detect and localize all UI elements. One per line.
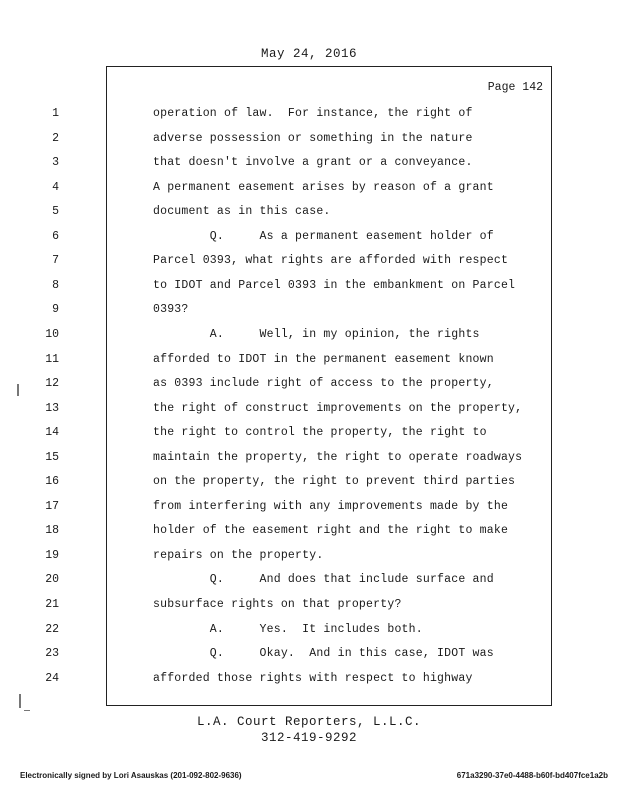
transcript-line: maintain the property, the right to operate roadways [153, 450, 523, 464]
line-number: 17 [45, 499, 59, 513]
court-reporter-name: L.A. Court Reporters, L.L.C. [196, 715, 422, 729]
line-number: 21 [45, 598, 59, 611]
transcript-line: holder of the easement right and the right to make [153, 524, 509, 538]
document-id: 671a3290-37e0-4488-b60f-bd407fce1a2b [456, 771, 608, 780]
transcript-line: repairs on the property. [153, 548, 324, 562]
scan-speck [24, 710, 30, 711]
line-number: 14 [45, 426, 59, 440]
transcript-line: document as in this case. [153, 205, 331, 219]
line-number: 11 [45, 352, 59, 366]
scan-speck [19, 694, 21, 708]
transcript-line: to IDOT and Parcel 0393 in the embankment on Parcel [153, 278, 516, 292]
line-number: 2 [52, 131, 59, 145]
transcript-line: afforded to IDOT in the permanent easement known [153, 352, 494, 366]
court-reporter-phone: 312-419-9292 [260, 731, 357, 745]
transcript-frame [45, 66, 552, 706]
line-number: 18 [45, 524, 59, 538]
page-number: Page 142 [487, 81, 543, 94]
transcript-line: as 0393 include right of access to the property, [153, 377, 494, 391]
transcript-line: that doesn't involve a grant or a conveyance. [153, 156, 473, 170]
header-date: May 24, 2016 [260, 47, 357, 61]
line-number: 20 [45, 573, 59, 587]
transcript-line: adverse possession or something in the nature [153, 131, 473, 145]
transcript-line: Parcel 0393, what rights are afforded with respect [153, 254, 509, 268]
transcript-line: the right of construct improvements on the property, [153, 401, 523, 415]
transcript-line: 0393? [153, 303, 189, 317]
line-number: 12 [45, 377, 59, 391]
transcript-line: Q. As a permanent easement holder of [153, 229, 494, 243]
line-number: 3 [52, 156, 59, 170]
line-number: 9 [52, 303, 59, 317]
scan-speck [17, 384, 19, 396]
line-number: 16 [45, 475, 59, 489]
line-number: 4 [52, 180, 59, 194]
line-number: 7 [52, 254, 59, 268]
line-number: 19 [45, 548, 59, 562]
line-number: 5 [52, 205, 59, 219]
line-number: 22 [45, 622, 59, 636]
transcript-line: A. Yes. It includes both. [153, 622, 423, 636]
transcript-line: on the property, the right to prevent third parties [153, 475, 516, 489]
line-number: 24 [45, 671, 59, 685]
transcript-line: A. Well, in my opinion, the rights [153, 327, 480, 341]
line-number: 15 [45, 450, 59, 464]
line-number: 23 [45, 647, 59, 661]
transcript-line: Q. And does that include surface and [153, 573, 494, 587]
line-number: 1 [52, 107, 59, 120]
transcript-line: afforded those rights with respect to highway [153, 671, 473, 685]
line-number: 8 [52, 278, 59, 292]
transcript-line: from interfering with any improvements made by the [153, 499, 509, 513]
line-number: 13 [45, 401, 59, 415]
line-number: 6 [52, 229, 59, 243]
transcript-line: subsurface rights on that property? [153, 598, 402, 611]
transcript-line: operation of law. For instance, the right of [153, 107, 473, 120]
transcript-line: A permanent easement arises by reason of a grant [153, 180, 494, 194]
line-number: 10 [45, 327, 59, 341]
electronic-signature: Electronically signed by Lori Asauskas (201-092-802-9636) [20, 771, 242, 780]
transcript-line: Q. Okay. And in this case, IDOT was [153, 647, 494, 661]
transcript-line: the right to control the property, the right to [153, 426, 487, 440]
